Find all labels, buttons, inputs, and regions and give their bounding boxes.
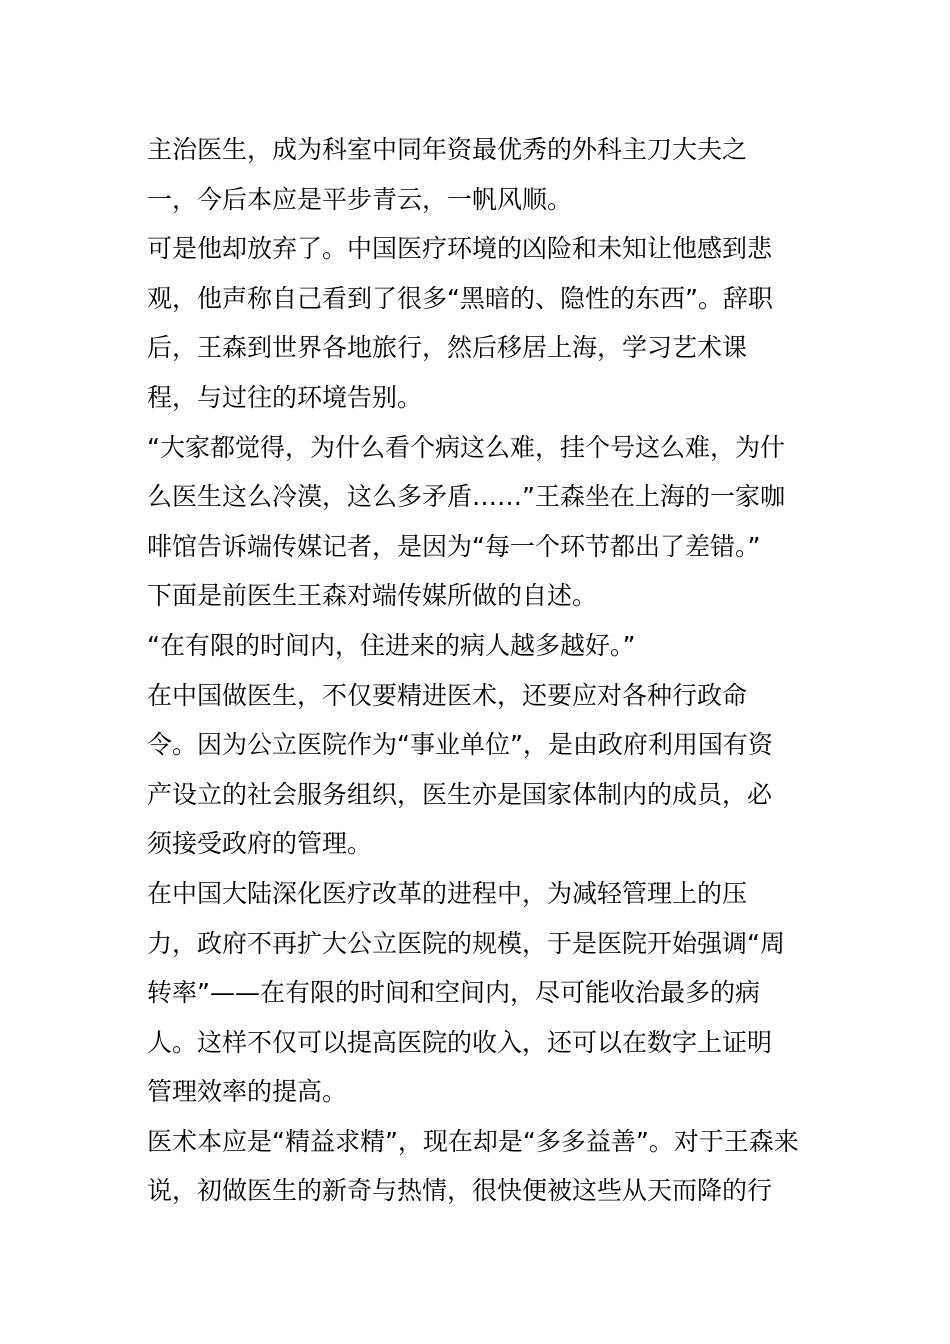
text-line: 说，初做医生的新奇与热情，很快便被这些从天而降的行 [147, 1176, 773, 1206]
text-line: 一，今后本应是平步青云，一帆风顺。 [147, 184, 573, 214]
text-line: 产设立的社会服务组织，医生亦是国家体制内的成员，必 [147, 779, 773, 809]
text-line: 在中国大陆深化医疗改革的进程中，为减轻管理上的压 [147, 878, 748, 908]
text-line: 程，与过往的环境告别。 [147, 382, 423, 412]
text-line: 令。因为公立医院作为“事业单位”，是由政府利用国有资 [147, 730, 773, 760]
text-line: 医术本应是“精益求精”，现在却是“多多益善”。对于王森来 [147, 1126, 799, 1156]
text-line: 后，王森到世界各地旅行，然后移居上海，学习艺术课 [147, 333, 748, 363]
text-line: “大家都觉得，为什么看个病这么难，挂个号这么难，为什 [147, 432, 785, 462]
text-line: 在中国做医生，不仅要精进医术，还要应对各种行政命 [147, 680, 748, 710]
text-line: 下面是前医生王森对端传媒所做的自述。 [147, 581, 598, 611]
text-line: 须接受政府的管理。 [147, 829, 373, 859]
text-line: 主治医生，成为科室中同年资最优秀的外科主刀大夫之 [147, 135, 748, 164]
text-line: 可是他却放弃了。中国医疗环境的凶险和未知让他感到悲 [147, 234, 773, 264]
text-line: 人。这样不仅可以提高医院的收入，还可以在数字上证明 [147, 1027, 773, 1057]
text-line: 转率”——在有限的时间和空间内，尽可能收治最多的病 [147, 978, 760, 1008]
text-line: 管理效率的提高。 [147, 1077, 348, 1107]
text-line: 力，政府不再扩大公立医院的规模，于是医院开始强调“周 [147, 928, 785, 958]
text-line: 么医生这么冷漠，这么多矛盾……”王森坐在上海的一家咖 [147, 482, 785, 512]
article-body [147, 130, 827, 1221]
text-line: 啡馆告诉端传媒记者，是因为“每一个环节都出了差错。” [147, 531, 761, 561]
text-line: “在有限的时间内，住进来的病人越多越好。” [147, 630, 636, 660]
text-line: 观，他声称自己看到了很多“黑暗的、隐性的东西”。辞职 [147, 283, 773, 313]
